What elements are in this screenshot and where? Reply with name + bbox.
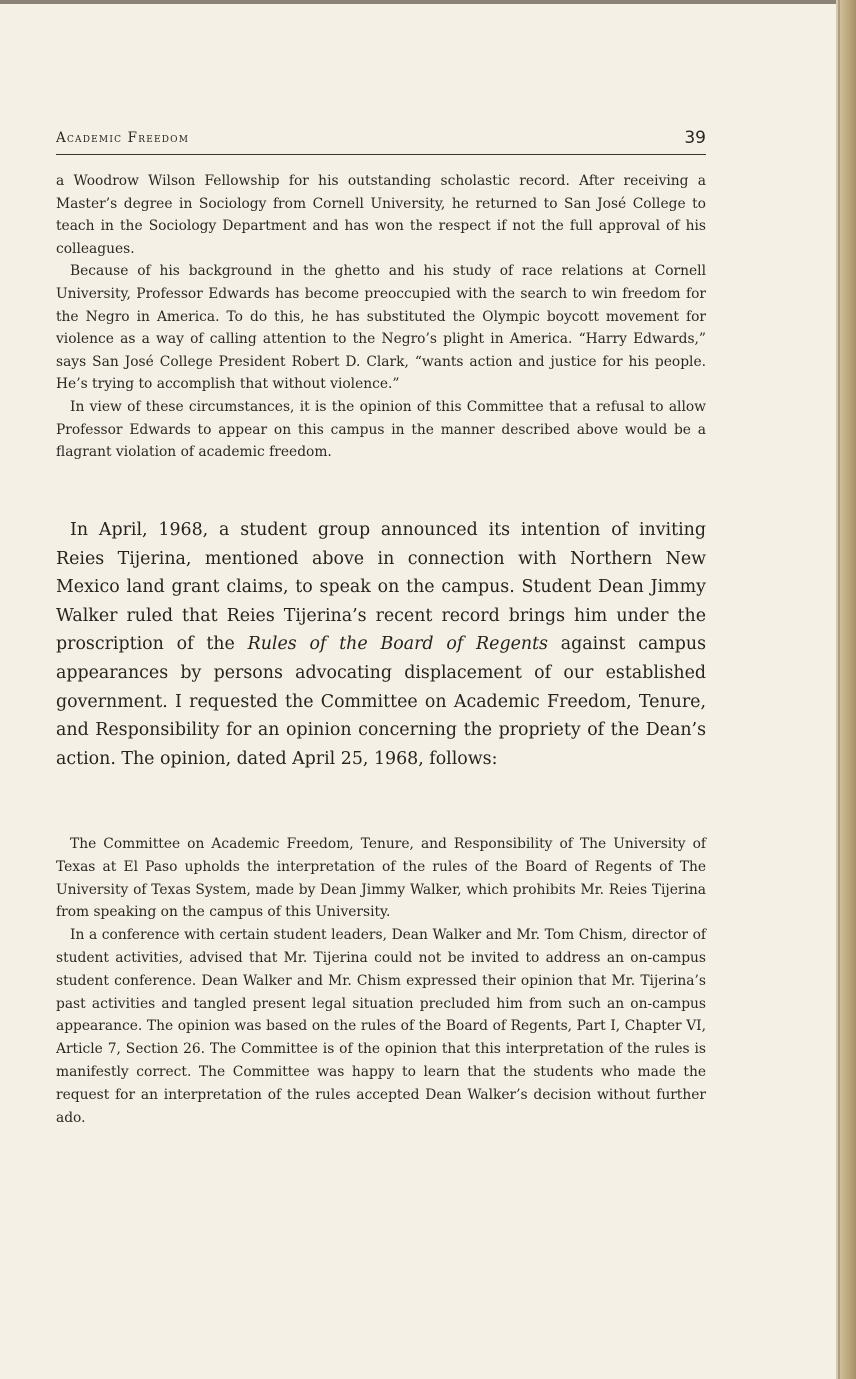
narrative-paragraph	[56, 516, 706, 773]
paragraph: The Committee on Academic Freedom, Tenure, and Responsibility of The University of Texas at El Paso upholds the interpretation of the rules of the Board of Regents of The University of Texas System, made by Dean Jimmy Walker, which prohibits Mr. Reies Tijerina from speaking on the campus of this University.	[56, 836, 706, 921]
narrative-text-part-1: In April, 1968, a student group announced its intention of inviting Reies Tijerina, mentioned above in connection with Northern New Mexico land grant claims, to speak on the campus. Student Dean Jimmy Walker ruled that Reies Tijerina’s recent record brings him under the proscription of the	[56, 520, 706, 655]
running-head-title: Academic Freedom	[56, 130, 190, 146]
running-head	[56, 128, 706, 154]
page-number: 39	[684, 128, 706, 148]
narrative-text-part-2: against campus appearances by persons advocating displacement of our established government. I requested the Committee on Academic Freedom, Tenure, and Responsibility for an opinion concerning the propriety of the Dean’s action. The opinion, dated April 25, 1968, follows:	[56, 634, 706, 769]
paragraph: Because of his background in the ghetto and his study of race relations at Cornell University, Professor Edwards has become preoccupied with the search to win freedom for the Negro in America. To do this, he has substituted the Olympic boycott movement for violence as a way of calling attention to the Negro’s plight in America. “Harry Edwards,” says San José College President Robert D. Clark, “wants action and justice for his people. He’s trying to accomplish that without violence.”	[56, 263, 706, 393]
paragraph: In view of these circumstances, it is the opinion of this Committee that a refusal to allow Professor Edwards to appear on this campus in the manner described above would be a flagrant violation of academic freedom.	[56, 398, 706, 461]
rules-title-italic: Rules of the Board of Regents	[247, 634, 548, 655]
quoted-opinion-tijerina	[56, 833, 706, 1129]
header-rule	[56, 154, 706, 155]
paragraph: a Woodrow Wilson Fellowship for his outstanding scholastic record. After receiving a Master’s degree in Sociology from Cornell University, he returned to San José College to teach in the Sociology Department and has won the respect if not the full approval of his colleagues.	[56, 173, 706, 257]
paragraph	[56, 516, 706, 773]
page-edge-shadow	[838, 0, 840, 1379]
paragraph: In a conference with certain student leaders, Dean Walker and Mr. Tom Chism, director of student activities, advised that Mr. Tijerina could not be invited to address an on-campus student conference. Dean Walker and Mr. Chism expressed their opinion that Mr. Tijerina’s past activities and tangled present legal situation precluded him from such an on-campus appearance. The opinion was based on the rules of the Board of Regents, Part I, Chapter VI, Article 7, Section 26. The Committee is of the opinion that this interpretation of the rules is manifestly correct. The Committee was happy to learn that the students who made the request for an interpretation of the rules accepted Dean Walker’s decision without further ado.	[56, 927, 706, 1126]
quoted-opinion-edwards	[56, 170, 706, 464]
top-edge-band	[0, 0, 856, 4]
